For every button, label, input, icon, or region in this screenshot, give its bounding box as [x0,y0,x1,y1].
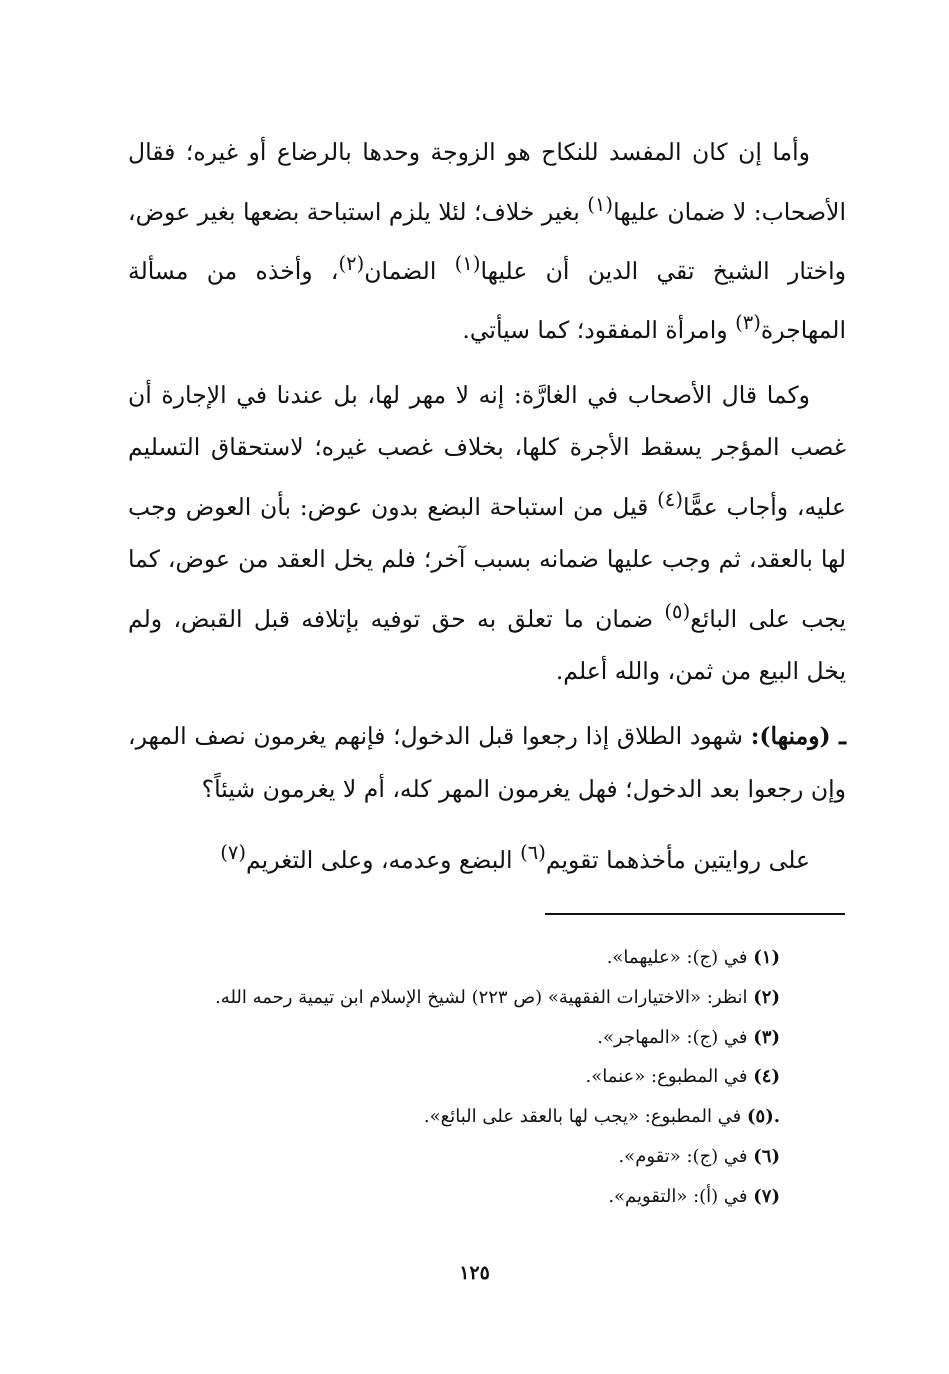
footnote-marker: (٤) [657,488,683,512]
main-text [128,126,846,899]
page-number: ١٢٥ [459,1262,490,1284]
footnote-marker: (٧) [220,841,247,865]
text-run: ، وأخذه من مسألة المهاجرة [128,256,846,345]
footnote-text: في (ج): «تقوم». [618,1145,754,1167]
paragraph-4 [128,827,846,886]
footnote-text: في (ج): «عليهما». [606,947,754,968]
footnote-text: في المطبوع: «عنما». [585,1066,754,1088]
footnote-text: في المطبوع: «يجب لها بالعقد على البائع». [423,1106,747,1128]
footnote-text: في (أ): «التقويم». [608,1185,754,1207]
footnote-marker: (١) [454,252,481,276]
footnote-marker: (١) [587,192,614,216]
text-run: وكما قال الأصحاب في الغارَّة: إنه لا مهر لها، بل عندنا في الإجارة أن غصب المؤجر يسقط الأجرة كلها، بخلاف غصب غيره؛ لاستحقاق التسليم عليه، وأجاب عمًّا [128,380,846,521]
footnote-marker: (٣) [735,311,761,335]
footnote-separator [545,913,845,915]
text-run: على روايتين مأخذهما تقويم [545,846,810,875]
paragraph-2 [128,369,846,698]
footnote-number: (٦) [753,1145,780,1167]
footnote [100,1137,780,1177]
footnotes [100,938,780,1217]
footnote-number: (٢) [753,986,780,1008]
footnote [100,938,780,978]
text-run: البضع وعدمه، وعلى التغريم [246,846,521,875]
footnote-number: (١) [753,947,780,968]
text-run: قيل من استباحة البضع بدون عوض: بأن العوض وجب لها بالعقد، ثم وجب عليها ضمانه بسبب آخر؛ فلم يخل العقد من عوض، كما يجب على البائع [128,492,846,633]
footnote-text: في (ج): «المهاجر». [597,1026,754,1048]
footnote [100,978,780,1018]
footnote [100,1097,780,1137]
footnote-number: (٤) [753,1066,780,1088]
footnote [100,1057,780,1097]
footnote [100,1018,780,1058]
footnote-number: .(٥) [747,1106,780,1128]
paragraph-1 [128,126,846,357]
text-run: وأما إن كان المفسد للنكاح هو الزوجة وحدها بالرضاع أو غيره؛ فقال الأصحاب: لا ضمان عليها [128,138,846,226]
footnote-text: انظر: «الاختيارات الفقهية» (ص ٢٢٣) لشيخ الإسلام ابن تيمية رحمه الله. [215,986,754,1008]
footnote-marker: (٥) [664,600,691,624]
footnote-number: (٣) [753,1026,780,1048]
footnote-marker: (٦) [520,841,546,865]
text-run: وامرأة المفقود؛ كما سيأتي. [462,316,736,345]
section-lead: ـ (ومنها): [750,722,847,751]
text-run: بغير خلاف؛ لئلا يلزم استباحة بضعها بغير عوض، واختار الشيخ تقي الدين أن عليها [128,197,846,285]
footnote [100,1177,780,1217]
text-run: الضمان [364,256,455,285]
footnote-number: (٧) [753,1185,780,1207]
footnote-marker: (٢) [338,252,365,276]
text-run: ضمان ما تعلق به حق توفيه بإتلافه قبل القبض، ولم يخل البيع من ثمن، والله أعلم. [128,604,846,686]
paragraph-3 [128,710,846,815]
text-run: شهود الطلاق إذا رجعوا قبل الدخول؛ فإنهم يغرمون نصف المهر، وإن رجعوا بعد الدخول؛ فهل يغرمون المهر كله، أم لا يغرمون شيئاً؟ [128,722,846,803]
